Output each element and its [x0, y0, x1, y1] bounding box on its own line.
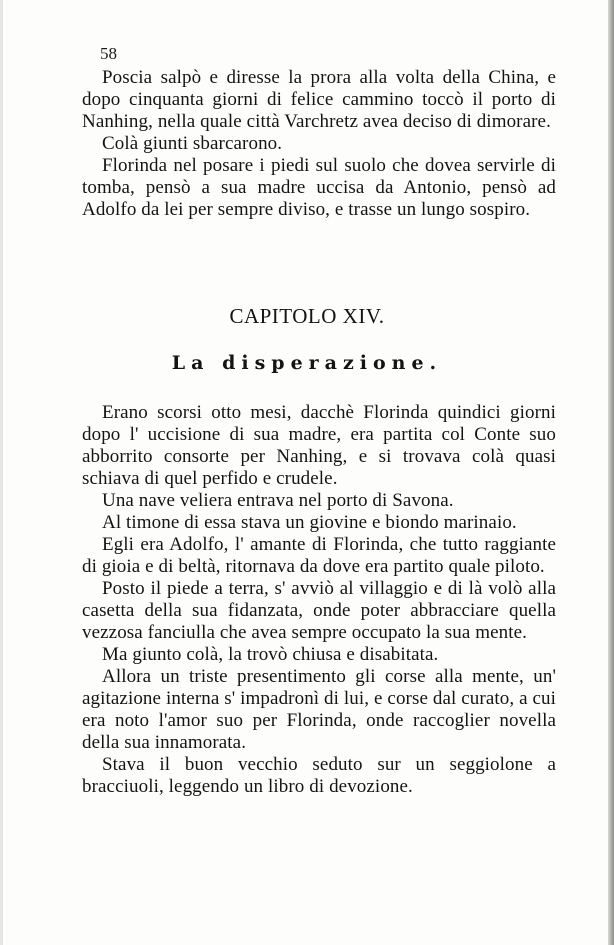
paragraph: Poscia salpò e diresse la prora alla volta della China, e dopo cinquanta giorni di felice cammino toccò il porto di Nanhing, nella quale città Varchretz avea deciso di dimorare. [82, 67, 556, 132]
chapter-subtitle: La disperazione. [171, 352, 443, 374]
page-left-edge [0, 0, 3, 945]
paragraph: Colà giunti sbarcarono. [102, 133, 283, 154]
paragraph: Florinda nel posare i piedi sul suolo che dovea servirle di tomba, pensò a sua madre uccisa da Antonio, pensò ad Adolfo da lei per sempre diviso, e trasse un lungo sospiro. [82, 155, 556, 220]
paragraph: Erano scorsi otto mesi, dacchè Florinda quindici giorni dopo l' uccisione di sua madre, era partita col Conte suo abborrito consorte per Nanhing, e si trovava colà quasi schiava di quel perfido e crudele. [82, 402, 556, 489]
paragraph: Stava il buon vecchio seduto sur un seggiolone a bracciuoli, leggendo un libro di devozione. [82, 754, 556, 797]
paragraph: Posto il piede a terra, s' avviò al villaggio e di là volò alla casetta della sua fidanzata, onde poter abbracciare quella vezzosa fanciulla che avea sempre occupato la sua mente. [82, 578, 556, 643]
paragraph: Una nave veliera entrava nel porto di Savona. [102, 490, 454, 511]
text-block-before-chapter [82, 67, 556, 221]
page-right-edge [608, 0, 614, 945]
page-number: 58 [100, 44, 117, 63]
paragraph: Egli era Adolfo, l' amante di Florinda, che tutto raggiante di gioia e di beltà, ritornava da dove era partito quale piloto. [82, 534, 556, 577]
paragraph: Ma giunto colà, la trovò chiusa e disabitata. [102, 644, 439, 665]
chapter-title: CAPITOLO XIV. [229, 304, 385, 328]
text-block-chapter-body [82, 402, 556, 798]
paragraph: Allora un triste presentimento gli corse alla mente, un' agitazione interna s' impadronì di lui, e corse dal curato, a cui era noto l'amor suo per Florinda, onde raccoglier novella della sua innamorata. [82, 666, 556, 753]
paragraph: Al timone di essa stava un giovine e biondo marinaio. [102, 512, 517, 533]
